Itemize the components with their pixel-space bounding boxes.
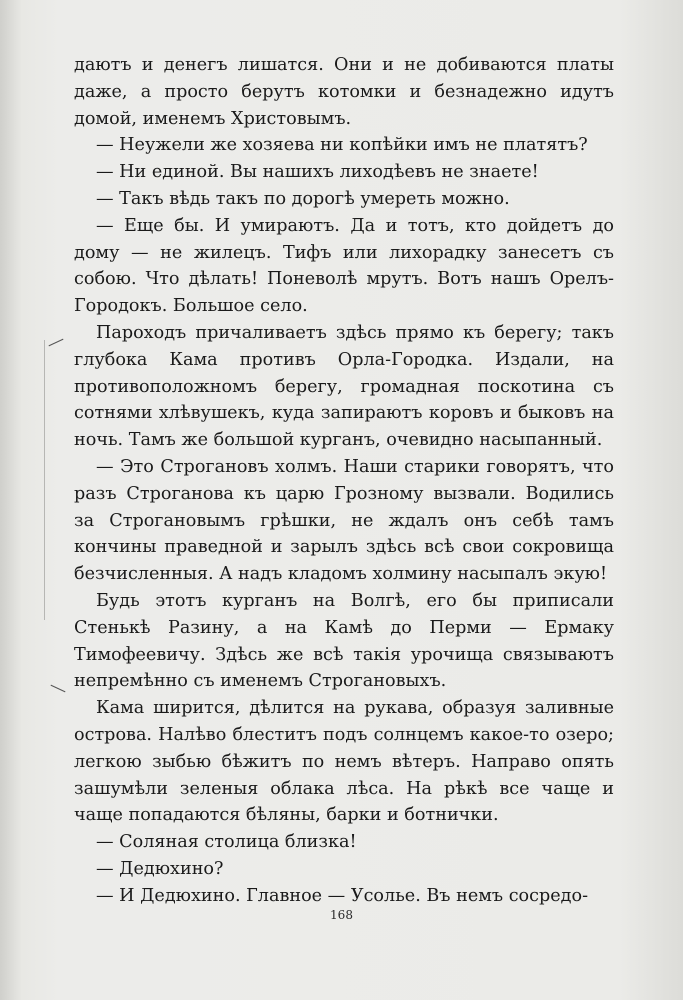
- paragraph-6: Пароходъ причаливаетъ здѣсь прямо къ берегу; такъ глубока Кама противъ Орла-Городка. Издали, на противоположномъ берегу, громадная поскотина съ сотнями хлѣвушекъ, куда запираютъ коровъ и быковъ на ночь. Тамъ же большой курганъ, очевидно насыпанный.: [74, 322, 614, 451]
- paragraph-12: — И Дедюхино. Главное — Усолье. Въ немъ сосредо-: [96, 885, 589, 906]
- paragraph-9: Кама ширится, дѣлится на рукава, образуя заливные острова. Налѣво блеститъ подъ солнцемъ какое-то озеро; легкою зыбью бѣжитъ по немъ вѣтеръ. Направо опять зашумѣли зеленыя облака лѣса. На рѣкѣ все чаще и чаще попадаются бѣляны, барки и ботнички.: [74, 698, 614, 826]
- paragraph-7: — Это Строгановъ холмъ. Наши старики говорятъ, что разъ Строганова къ царю Грозному вызвали. Водились за Строгановымъ грѣшки, не ждалъ онъ себѣ тамъ кончины праведной и зарылъ здѣсь всѣ свои сокровища безчисленныя. А надъ кладомъ холмину насыпалъ экую!: [74, 456, 614, 585]
- page-number: 168: [330, 908, 353, 922]
- paragraph-8: Будь этотъ курганъ на Волгѣ, его бы приписали Стенькѣ Разину, а на Камѣ до Перми — Ермаку Тимофеевичу. Здѣсь же всѣ такія урочища связываютъ непремѣнно съ именемъ Строгановыхъ.: [74, 590, 614, 692]
- margin-tick-mark: [51, 685, 66, 693]
- paragraph-11: — Дедюхино?: [96, 858, 224, 879]
- margin-tick-mark: [49, 339, 64, 347]
- body-text: [74, 52, 614, 910]
- margin-pencil-line: [44, 340, 45, 620]
- paragraph-1: даютъ и денегъ лишатся. Они и не добиваются платы даже, а просто берутъ котомки и безнадежно идутъ домой, именемъ Христовымъ.: [74, 55, 614, 129]
- paragraph-2: — Неужели же хозяева ни копѣйки имъ не платятъ?: [96, 135, 588, 156]
- paragraph-4: — Такъ вѣдь такъ по дорогѣ умереть можно.: [96, 188, 510, 209]
- paragraph-3: — Ни единой. Вы нашихъ лиходѣевъ не знаете!: [96, 162, 539, 183]
- paragraph-10: — Соляная столица близка!: [96, 832, 357, 853]
- paragraph-5: — Еще бы. И умираютъ. Да и тотъ, кто дойдетъ до дому — не жилецъ. Тифъ или лихорадку занесетъ съ собою. Что дѣлать! Поневолѣ мрутъ. Вотъ нашъ Орелъ-Городокъ. Большое село.: [74, 215, 614, 317]
